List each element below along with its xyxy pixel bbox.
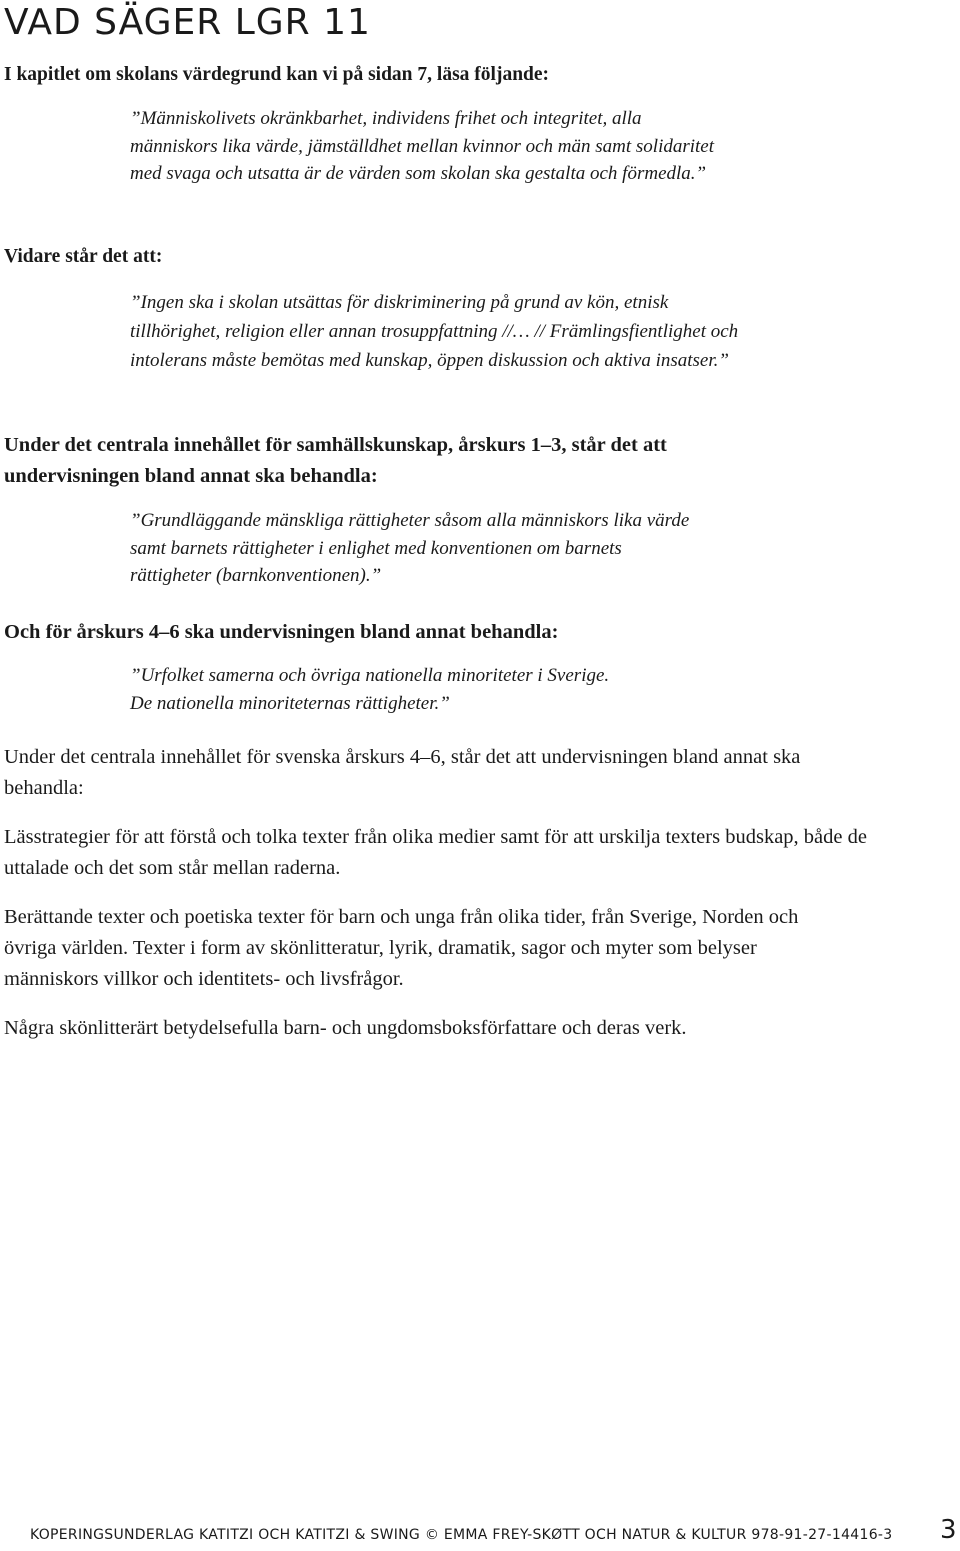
quote-minoriteter-line2: De nationella minoriteternas rättigheter.” (130, 692, 450, 714)
lead-vidare: Vidare står det att: (4, 246, 163, 267)
quote-minoriteter (130, 662, 830, 717)
quote-diskriminering: ”Ingen ska i skolan utsättas för diskriminering på grund av kön, etnisk tillhörighet, religion eller annan trosuppfattning //… // Främlingsfientlighet och intolerans måste bemötas med kunskap, öppen diskussion och aktiva insatser.” (130, 292, 739, 371)
paragraph-svenska: Under det centrala innehållet för svenska årskurs 4–6, står det att undervisningen bland annat ska behandla: (4, 746, 801, 799)
footer-credit: KOPERINGSUNDERLAG KATITZI OCH KATITZI & SWING © EMMA FREY-SKØTT OCH NATUR & KULTUR 978-91-27-14416-3 (30, 1527, 893, 1543)
paragraph-lasstrategier: Lässtrategier för att förstå och tolka texter från olika medier samt för att urskilja texters budskap, både de uttalade och det som står mellan raderna. (4, 826, 867, 879)
quote-minoriteter-line1: ”Urfolket samerna och övriga nationella minoriteter i Sverige. (130, 665, 610, 686)
lead-arskurs-4-6: Och för årskurs 4–6 ska undervisningen bland annat behandla: (4, 621, 559, 643)
paragraph-forfattare: Några skönlitterärt betydelsefulla barn- och ungdomsboksförfattare och deras verk. (4, 1017, 687, 1039)
quote-rattigheter: ”Grundläggande mänskliga rättigheter såsom alla människors lika värde samt barnets rättigheter i enlighet med konventionen om barnets rättigheter (barnkonventionen).” (130, 510, 690, 586)
page-number: 3 (940, 1515, 957, 1545)
page-title: VAD SÄGER LGR 11 (4, 2, 371, 43)
quote-vardegrund: ”Människolivets okränkbarhet, individens frihet och integritet, alla människors lika värde, jämställdhet mellan kvinnor och män samt solidaritet med svaga och utsatta är de värden som skolan ska gestalta och förmedla.” (130, 108, 715, 184)
intro-text: I kapitlet om skolans värdegrund kan vi på sidan 7, läsa följande: (4, 64, 550, 85)
lead-samhallskunskap: Under det centrala innehållet för samhällskunskap, årskurs 1–3, står det att undervisningen bland annat ska behandla: (4, 434, 667, 487)
paragraph-berattande: Berättande texter och poetiska texter för barn och unga från olika tider, från Sverige, Norden och övriga världen. Texter i form av skönlitteratur, lyrik, dramatik, sagor och myter som belyser människors villkor och identitets- och livsfrågor. (4, 906, 799, 990)
